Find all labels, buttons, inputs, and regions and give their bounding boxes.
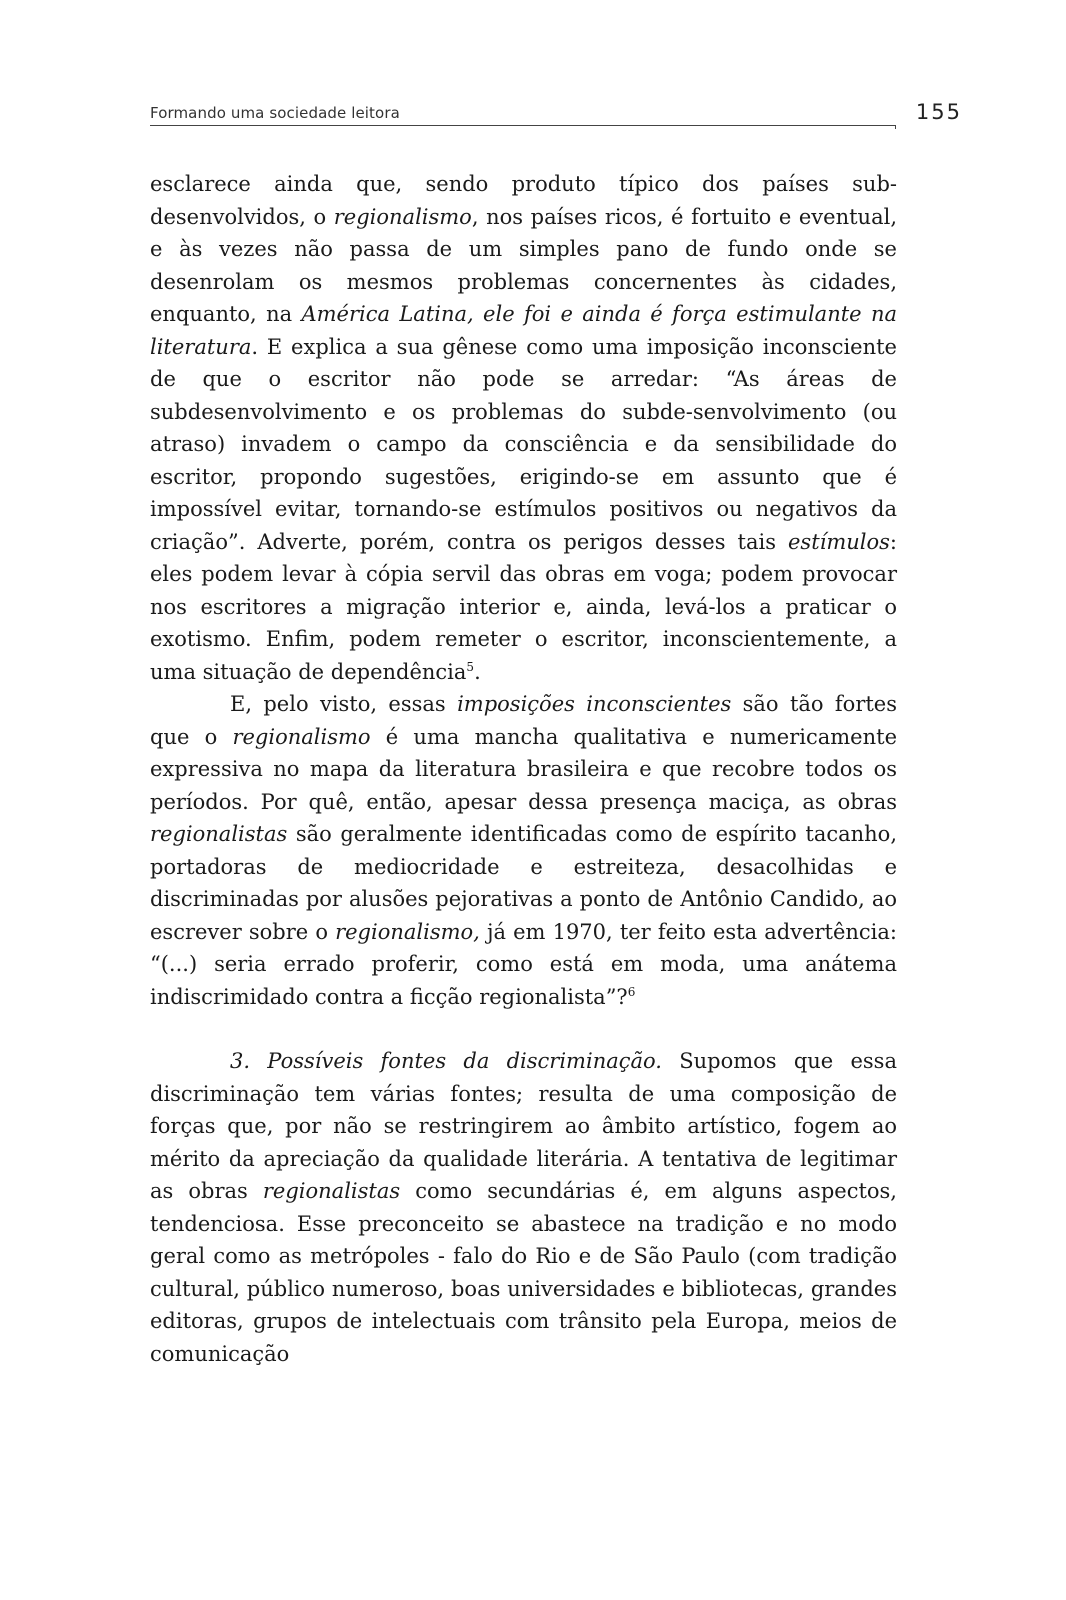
text-run: . [474, 659, 481, 684]
header-rule-tick [895, 125, 896, 129]
text-run: são geralmente identificadas como de espírito tacanho, portadoras de mediocridade e estreiteza, desacolhidas e discriminadas por alusões pejorativas a ponto de Antônio Candido, ao escrever sobre o [150, 822, 897, 944]
italic-term: imposições inconscientes [457, 692, 732, 716]
text-run: E, pelo visto, essas [230, 692, 458, 716]
italic-term: regionalistas [262, 1179, 401, 1203]
text-run: . E explica a sua gênese como uma imposição inconsciente de que o escritor não pode se arredar: “As áreas de subdesenvolvimento e os problemas do subde-senvolvimento (ou atraso) invadem o campo da consciência e da sensibilidade do escritor, propondo sugestões, erigindo-se em assunto que é impossível evitar, tornando-se estímulos positivos ou negativos da criação”. Adverte, porém, contra os perigos desses tais [150, 334, 897, 554]
italic-term: regionalismo [232, 724, 371, 749]
text-run: : eles podem levar à cópia servil das obras em voga; podem provocar nos escritores a migração interior e, ainda, levá-los a praticar o exotismo. Enfim, podem remeter o escritor, inconscientemente, a uma situação de dependência [150, 529, 897, 684]
text-run: como secundárias é, em alguns aspectos, tendenciosa. Esse preconceito se abastece na tradição e no modo geral como as metrópoles - falo do Rio e de São Paulo (com tradição cultural, público numeroso, boas universidades e bibliotecas, grandes editoras, grupos de intelectuais com trânsito pela Europa, meios de comunicação [150, 1179, 897, 1366]
page-header [150, 100, 962, 130]
text-run: são tão fortes que o [150, 692, 897, 749]
text-run: , nos países ricos, é fortuito e eventual, e às vezes não passa de um simples pano de fundo onde se desenrolam os mesmos problemas concernentes às cidades, enquanto, na [150, 204, 897, 326]
section-heading: 3. Possíveis fontes da discriminação. [230, 1049, 662, 1073]
italic-term: regionalismo, [335, 919, 480, 944]
paragraph-1 [150, 168, 897, 688]
text-run: esclarece ainda que, sendo produto típico dos países sub-desenvolvidos, o [150, 172, 897, 229]
italic-term: regionalistas [150, 822, 288, 846]
paragraph-3 [150, 1045, 897, 1370]
text-run: é uma mancha qualitativa e numericamente expressiva no mapa da literatura brasileira e que recobre todos os períodos. Por quê, então, apesar dessa presença maciça, as obras [150, 724, 897, 814]
header-rule [150, 125, 896, 126]
italic-term: regionalismo [333, 204, 472, 229]
italic-term: América Latina, ele foi e ainda é força estimulante na literatura [150, 302, 897, 359]
text-run: já em 1970, ter feito esta advertência: “(...) seria errado proferir, como está em moda, uma anátema indiscrimidado contra a ficção regionalista”? [150, 919, 897, 1009]
text-run: Supomos que essa discriminação tem várias fontes; resulta de uma composição de forças que, por não se restringirem ao âmbito artístico, fogem ao mérito da apreciação da qualidade literária. A tentativa de legitimar as obras [150, 1049, 897, 1203]
body-text [150, 168, 897, 1370]
paragraph-2 [150, 688, 897, 1013]
footnote-marker: 5 [466, 659, 475, 674]
page-number: 155 [915, 100, 962, 124]
italic-term: estímulos [787, 529, 890, 554]
running-title: Formando uma sociedade leitora [150, 104, 400, 122]
footnote-marker: 6 [627, 984, 636, 999]
